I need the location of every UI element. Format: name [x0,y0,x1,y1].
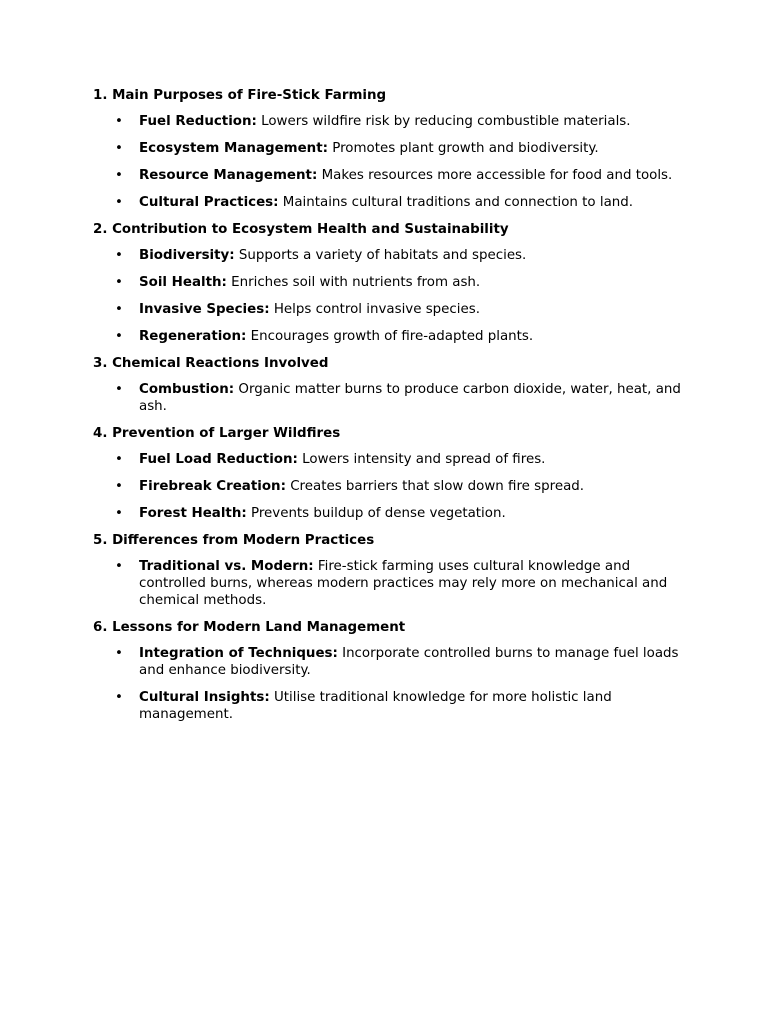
item-term: Firebreak Creation: [139,479,286,494]
bullet-icon: • [115,114,123,129]
bullet-icon: • [115,329,123,344]
list-item [93,194,683,211]
item-term: Combustion: [139,382,235,397]
bullet-icon: • [115,275,123,290]
section-heading: 6. Lessons for Modern Land Management [93,620,406,635]
bullet-icon: • [115,141,123,156]
item-term: Fuel Reduction: [139,114,257,129]
list-item [93,451,683,468]
item-description: Supports a variety of habitats and species. [234,248,527,263]
bullet-list [93,113,683,211]
item-description: Prevents buildup of dense vegetation. [246,506,506,521]
item-term: Ecosystem Management: [139,141,328,156]
section-heading: 4. Prevention of Larger Wildfires [93,426,341,441]
list-item [93,645,683,679]
bullet-icon: • [115,506,123,521]
list-item [93,478,683,495]
bullet-icon: • [115,646,123,661]
bullet-icon: • [115,559,123,574]
bullet-list [93,381,683,415]
section-heading: 2. Contribution to Ecosystem Health and Sustainability [93,222,509,237]
list-item [93,113,683,130]
section-heading: 5. Differences from Modern Practices [93,533,375,548]
list-item [93,558,683,609]
list-item [93,167,683,184]
item-description: Maintains cultural traditions and connection to land. [278,195,634,210]
item-description: Lowers intensity and spread of fires. [297,452,546,467]
list-item [93,274,683,291]
bullet-icon: • [115,248,123,263]
document-body [93,87,683,733]
item-description: Creates barriers that slow down fire spread. [285,479,585,494]
list-item [93,247,683,264]
item-description: Lowers wildfire risk by reducing combustible materials. [256,114,631,129]
bullet-icon: • [115,479,123,494]
item-description: Makes resources more accessible for food and tools. [317,168,673,183]
section-heading: 1. Main Purposes of Fire-Stick Farming [93,88,387,103]
bullet-list [93,645,683,723]
bullet-icon: • [115,302,123,317]
section-3 [93,355,683,415]
bullet-list [93,558,683,609]
item-term: Forest Health: [139,506,247,521]
list-item [93,505,683,522]
item-description: Encourages growth of fire-adapted plants. [246,329,534,344]
bullet-icon: • [115,452,123,467]
bullet-icon: • [115,195,123,210]
item-term: Traditional vs. Modern: [139,559,314,574]
bullet-icon: • [115,382,123,397]
section-6 [93,619,683,723]
item-term: Fuel Load Reduction: [139,452,298,467]
list-item [93,301,683,318]
item-description: Promotes plant growth and biodiversity. [327,141,599,156]
section-4 [93,425,683,522]
list-item [93,140,683,157]
item-term: Soil Health: [139,275,227,290]
list-item [93,689,683,723]
section-5 [93,532,683,609]
item-term: Integration of Techniques: [139,646,338,661]
section-heading: 3. Chemical Reactions Involved [93,356,329,371]
item-description: Organic matter burns to produce carbon dioxide, water, heat, and ash. [139,382,681,414]
list-item [93,328,683,345]
item-term: Invasive Species: [139,302,270,317]
item-description: Fire-stick farming uses cultural knowledge and controlled burns, whereas modern practices may rely more on mechanical and chemical methods. [139,559,668,608]
item-description: Helps control invasive species. [269,302,480,317]
item-term: Resource Management: [139,168,318,183]
bullet-list [93,451,683,522]
section-2 [93,221,683,345]
section-1 [93,87,683,211]
bullet-icon: • [115,168,123,183]
item-term: Cultural Practices: [139,195,279,210]
item-term: Regeneration: [139,329,247,344]
list-item [93,381,683,415]
bullet-icon: • [115,690,123,705]
item-description: Utilise traditional knowledge for more holistic land management. [139,690,612,722]
item-term: Biodiversity: [139,248,235,263]
bullet-list [93,247,683,345]
item-term: Cultural Insights: [139,690,270,705]
item-description: Enriches soil with nutrients from ash. [226,275,481,290]
item-description: Incorporate controlled burns to manage fuel loads and enhance biodiversity. [139,646,679,678]
